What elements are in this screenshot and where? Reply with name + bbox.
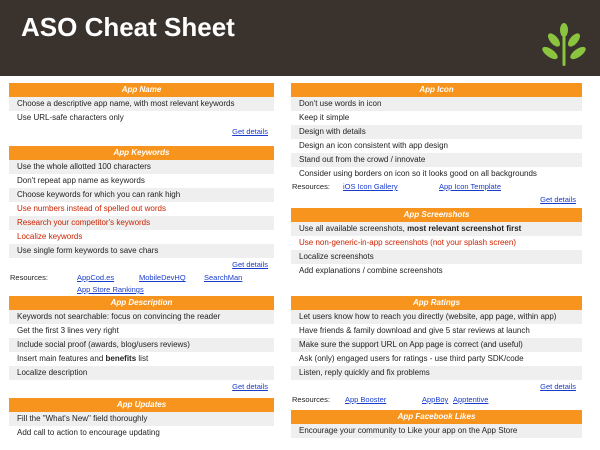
list-item: Consider using borders on icon so it looks good on all backgrounds [299,169,537,178]
resource-link-searchman[interactable]: SearchMan [204,273,243,282]
resources-row [291,394,582,406]
leaf-sprout-icon [540,22,588,70]
header-bar [0,0,600,76]
resources-label: Resources: [292,182,330,191]
list-item: Encourage your community to Like your app on the App Store [291,424,582,438]
list-item: Choose a descriptive app name, with most relevant keywords [9,97,274,111]
section-header: App Screenshots [291,208,582,222]
get-details-link[interactable]: Get details [540,195,576,204]
get-details-row [9,380,274,394]
get-details-row [9,258,274,272]
section-header: App Keywords [9,146,274,160]
list-item: Add call to action to encourage updating [17,428,160,437]
resource-link-apptentive[interactable]: Apptentive [453,395,489,404]
list-item: Get the first 3 lines very right [17,326,119,335]
list-item: Don't use words in icon [291,97,582,111]
list-item: Keywords not searchable: focus on convincing the reader [9,310,274,324]
list-item: Localize screenshots [291,250,582,264]
resource-link-app-icon-template[interactable]: App Icon Template [439,182,501,191]
page-title: ASO Cheat Sheet [21,12,235,42]
list-item: Insert main features and benefits list [17,354,149,363]
app-description-section [9,296,274,394]
list-item: Design with details [291,125,582,139]
get-details-link[interactable]: Get details [540,382,576,391]
list-item: Ask (only) engaged users for ratings - use third party SDK/code [299,354,524,363]
resource-link-appboy[interactable]: AppBoy [422,395,449,404]
list-item: Design an icon consistent with app design [299,141,448,150]
app-name-section [9,83,274,139]
section-header: App Description [9,296,274,310]
list-item: Fill the "What's New" field thoroughly [9,412,274,426]
list-item: Don't repeat app name as keywords [17,176,145,185]
list-item: Use single form keywords to save chars [9,244,274,258]
app-icon-section [291,83,582,207]
resources-row [291,181,582,193]
get-details-link[interactable]: Get details [232,382,268,391]
resource-link-mobiledevhq[interactable]: MobileDevHQ [139,273,186,282]
section-header: App Name [9,83,274,97]
list-item: Localize description [9,366,274,380]
section-header: App Updates [9,398,274,412]
get-details-link[interactable]: Get details [232,260,268,269]
list-item: Stand out from the crowd / innovate [291,153,582,167]
app-keywords-section [9,146,274,296]
get-details-row [291,380,582,394]
app-screenshots-section [291,208,582,278]
list-item: Localize keywords [17,232,83,241]
resource-link-ios-icon-gallery[interactable]: iOS Icon Gallery [343,182,398,191]
list-item: Have friends & family download and give 5 star reviews at launch [299,326,530,335]
resources-label: Resources: [10,273,48,282]
list-item: Use all available screenshots, most relevant screenshot first [291,222,582,236]
get-details-row [291,193,582,207]
section-header: App Facebook Likes [291,410,582,424]
resources-label: Resources: [292,395,330,404]
list-item: Use the whole allotted 100 characters [9,160,274,174]
list-item: Include social proof (awards, blog/users reviews) [9,338,274,352]
get-details-link[interactable]: Get details [232,127,268,136]
list-item: Choose keywords for which you can rank high [9,188,274,202]
app-ratings-section [291,296,582,406]
resources-row [9,272,274,284]
resource-link-app-store-rankings[interactable]: App Store Rankings [77,285,144,294]
resource-link-app-booster[interactable]: App Booster [345,395,387,404]
resource-link-appcodes[interactable]: AppCod.es [77,273,115,282]
section-header: App Icon [291,83,582,97]
list-item: Keep it simple [299,113,350,122]
list-item: Use URL-safe characters only [17,113,124,122]
list-item: Use numbers instead of spelled out words [17,204,166,213]
section-header: App Ratings [291,296,582,310]
app-updates-section [9,398,274,440]
get-details-row [9,125,274,139]
list-item: Listen, reply quickly and fix problems [291,366,582,380]
list-item: Let users know how to reach you directly (website, app page, within app) [291,310,582,324]
resources-row-2 [9,284,274,296]
list-item: Use non-generic-in-app screenshots (not your splash screen) [299,238,516,247]
list-item: Research your competitor's keywords [9,216,274,230]
list-item: Make sure the support URL on App page is correct (and useful) [291,338,582,352]
list-item: Add explanations / combine screenshots [299,266,443,275]
app-facebook-likes-section [291,410,582,438]
